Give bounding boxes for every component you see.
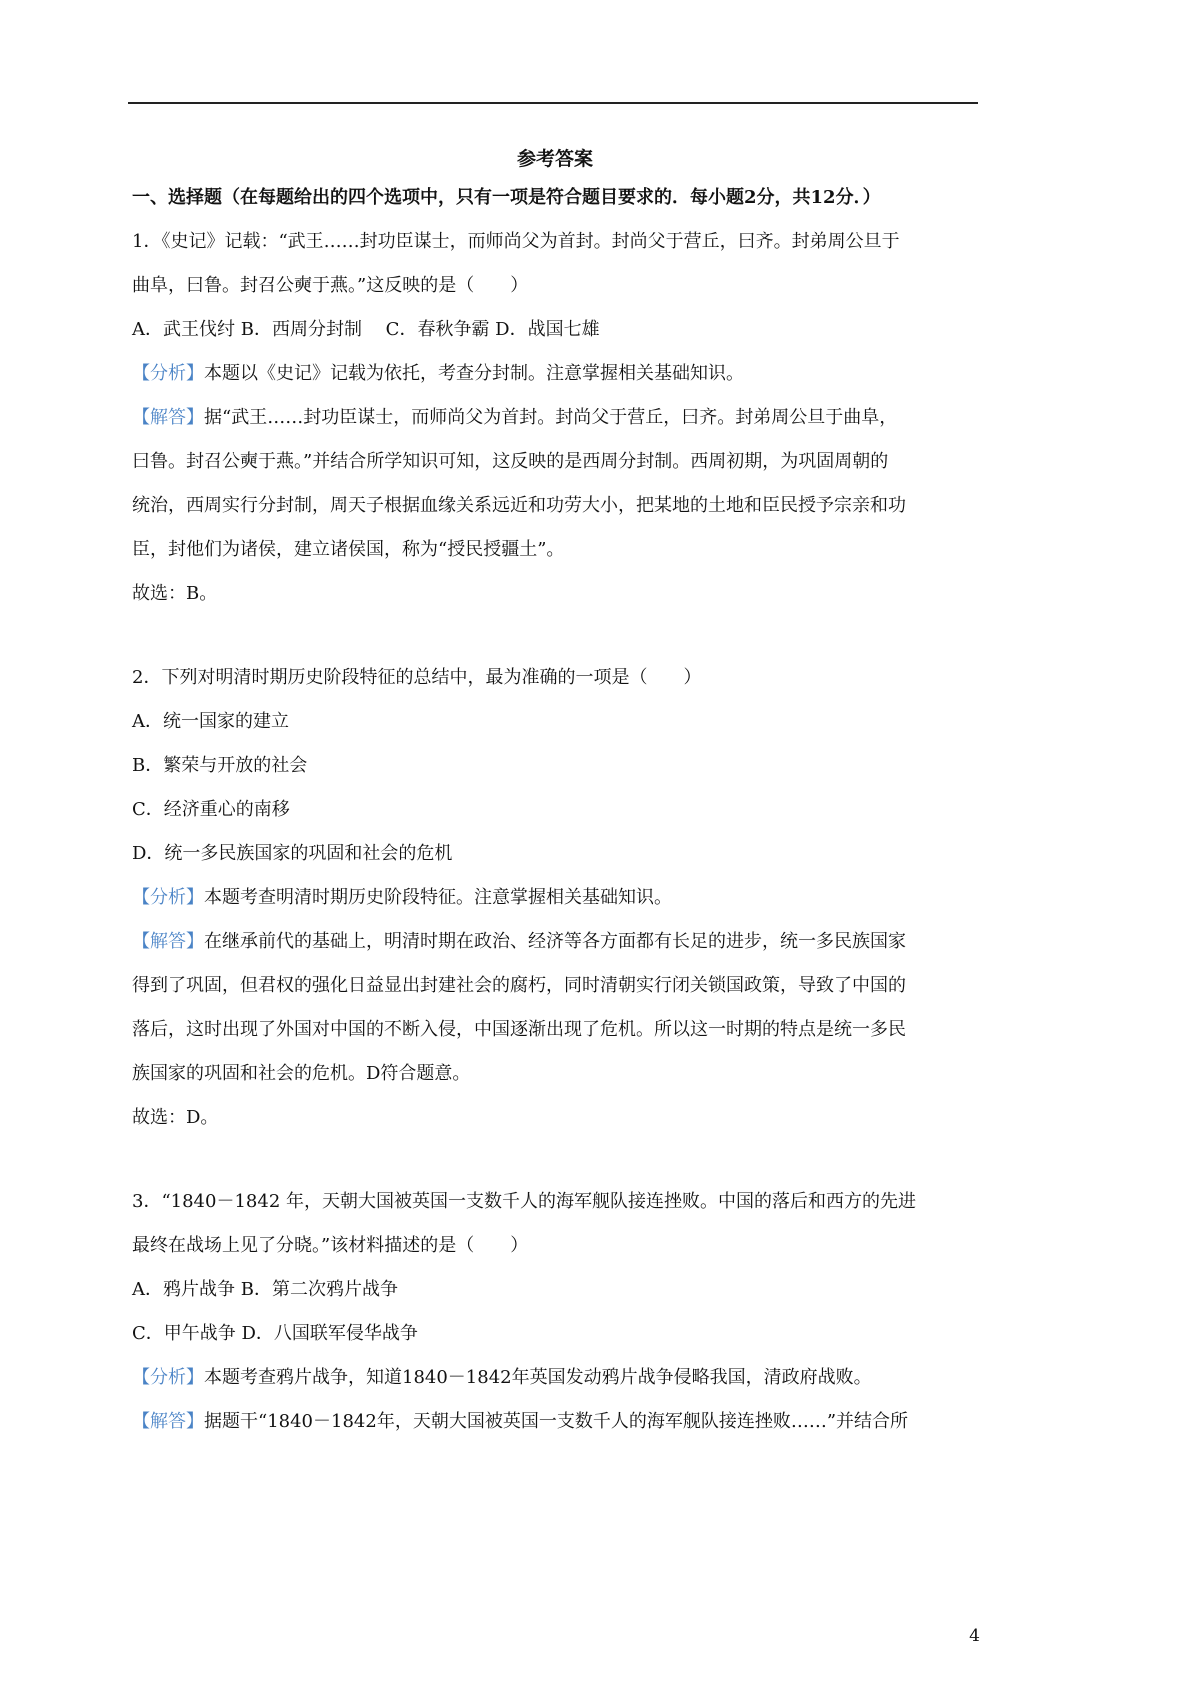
section-heading: 一、选择题（在每题给出的四个选项中，只有一项是符合题目要求的．每小题2分，共12分．） xyxy=(132,187,881,208)
q1-analysis xyxy=(132,362,982,386)
q3-options-line-1: A．鸦片战争 B．第二次鸦片战争 xyxy=(132,1279,398,1300)
analysis-tag: 【分析】 xyxy=(132,887,204,908)
q2-option-b: B．繁荣与开放的社会 xyxy=(132,755,308,776)
q2-answer-line-3: 落后，这时出现了外国对中国的不断入侵，中国逐渐出现了危机。所以这一时期的特点是统一多民 xyxy=(132,1019,906,1040)
q2-option-a: A．统一国家的建立 xyxy=(132,711,289,732)
answer-tag: 【解答】 xyxy=(132,931,204,952)
q1-answer-line-2: 曰鲁。封召公奭于燕。”并结合所学知识可知，这反映的是西周分封制。西周初期，为巩固周朝的 xyxy=(132,451,889,472)
page-title: 参考答案 xyxy=(516,148,593,170)
q1-stem-line-2: 曲阜，曰鲁。封召公奭于燕。”这反映的是（ ） xyxy=(132,275,529,296)
q1-analysis-text: 本题以《史记》记载为依托，考查分封制。注意掌握相关基础知识。 xyxy=(204,363,744,384)
q2-answer-text: 在继承前代的基础上，明清时期在政治、经济等各方面都有长足的进步，统一多民族国家 xyxy=(204,931,906,952)
q2-analysis xyxy=(132,886,982,910)
q3-options-line-2: C．甲午战争 D．八国联军侵华战争 xyxy=(132,1323,418,1344)
q1-answer-line-4: 臣，封他们为诸侯，建立诸侯国，称为“授民授疆土”。 xyxy=(132,539,565,560)
q2-option-d: D．统一多民族国家的巩固和社会的危机 xyxy=(132,843,453,864)
q2-choice: 故选：D。 xyxy=(132,1107,219,1128)
q3-analysis xyxy=(132,1366,982,1390)
q2-answer-line-2: 得到了巩固，但君权的强化日益显出封建社会的腐朽，同时清朝实行闭关锁国政策，导致了中国的 xyxy=(132,975,906,996)
analysis-tag: 【分析】 xyxy=(132,363,204,384)
q2-option-c: C．经济重心的南移 xyxy=(132,799,290,820)
answer-tag: 【解答】 xyxy=(132,407,204,428)
q1-answer-line-3: 统治，西周实行分封制，周天子根据血缘关系远近和功劳大小，把某地的土地和臣民授予宗亲和功 xyxy=(132,495,906,516)
q2-analysis-text: 本题考查明清时期历史阶段特征。注意掌握相关基础知识。 xyxy=(204,887,672,908)
q2-answer-line-4: 族国家的巩固和社会的危机。D符合题意。 xyxy=(132,1063,471,1084)
q2-answer-line-1 xyxy=(132,930,982,954)
q1-choice: 故选：B。 xyxy=(132,583,218,604)
q3-answer-line-1 xyxy=(132,1410,982,1434)
page-number: 4 xyxy=(969,1626,980,1646)
q1-stem-line-1: 1．《史记》记载：“武王……封功臣谋士，而师尚父为首封。封尚父于营丘，曰齐。封弟周公旦于 xyxy=(132,231,900,252)
answer-tag: 【解答】 xyxy=(132,1411,204,1432)
q1-answer-line-1 xyxy=(132,406,982,430)
q3-stem-line-2: 最终在战场上见了分晓。”该材料描述的是（ ） xyxy=(132,1235,529,1256)
q1-answer-text: 据“武王……封功臣谋士，而师尚父为首封。封尚父于营丘，曰齐。封弟周公旦于曲阜， xyxy=(204,407,898,428)
header-rule xyxy=(128,102,978,104)
q1-options: A．武王伐纣 B．西周分封制 C．春秋争霸 D．战国七雄 xyxy=(132,319,600,340)
q3-answer-text: 据题干“1840－1842年，天朝大国被英国一支数千人的海军舰队接连挫败……”并结合所 xyxy=(204,1411,909,1432)
q3-stem-line-1: 3．“1840－1842 年，天朝大国被英国一支数千人的海军舰队接连挫败。中国的落后和西方的先进 xyxy=(132,1191,916,1212)
q3-analysis-text: 本题考查鸦片战争，知道1840－1842年英国发动鸦片战争侵略我国，清政府战败。 xyxy=(204,1367,872,1388)
q2-stem: 2．下列对明清时期历史阶段特征的总结中，最为准确的一项是（ ） xyxy=(132,667,702,688)
analysis-tag: 【分析】 xyxy=(132,1367,204,1388)
